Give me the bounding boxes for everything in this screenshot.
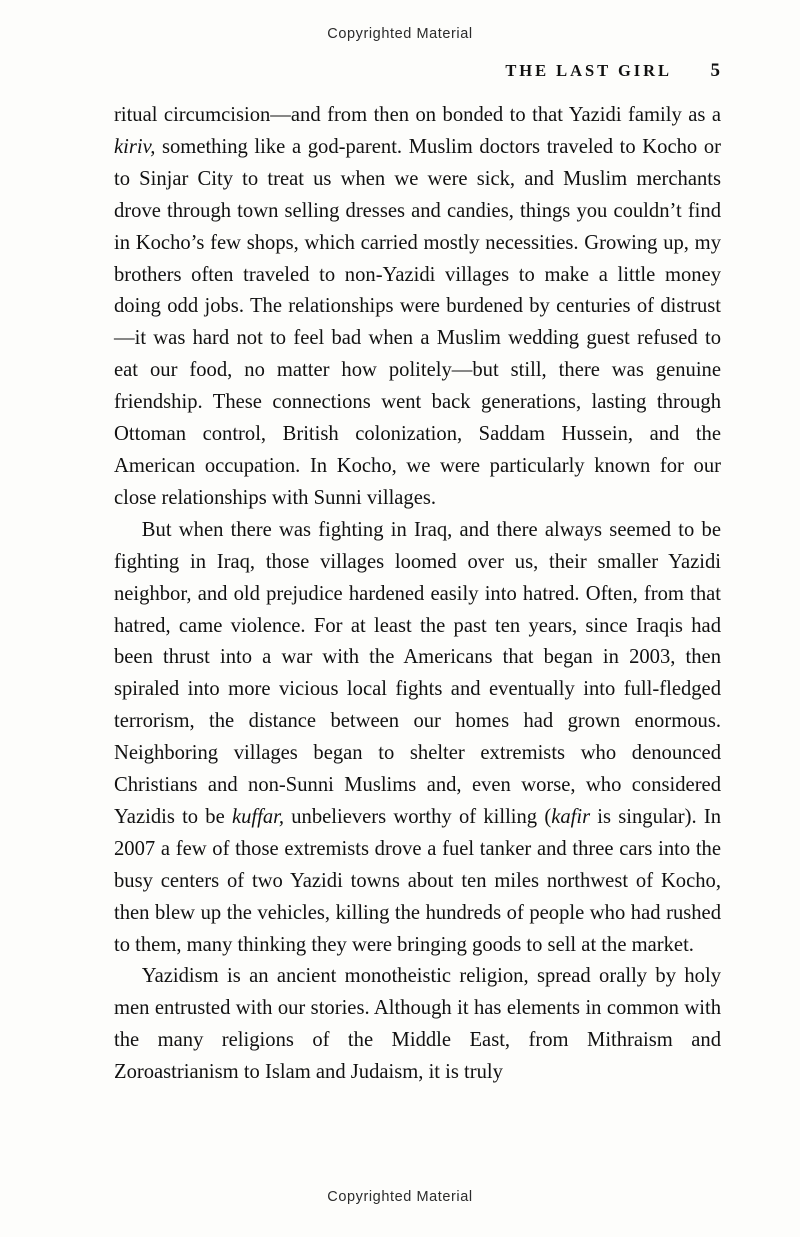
text-run: is singular). In 2007 a few of those extremists drove a fuel tanker and three cars into the busy centers of two Yazidi towns about ten miles northwest of Kocho, then blew up the vehicles, killing the hundreds of people who had rushed to them, many thinking they were bringing goods to sell at the market. xyxy=(114,805,721,956)
paragraph xyxy=(114,961,721,1089)
text-run: But when there was fighting in Iraq, and there always seemed to be fighting in Iraq, those villages loomed over us, their smaller Yazidi neighbor, and old prejudice hardened easily into hatred. Often, from that hatred, came violence. For at least the past ten years, since Iraqis had been thrust into a war with the Americans that began in 2003, then spiraled into more vicious local fights and eventually into full-fledged terrorism, the distance between our homes had grown enormous. Neighboring villages began to shelter extremists who denounced Christians and non-Sunni Muslims and, even worse, who considered Yazidis to be xyxy=(114,518,721,828)
paragraph xyxy=(114,515,721,962)
paragraph xyxy=(114,100,721,515)
page-number: 5 xyxy=(710,60,720,81)
italic-term: kiriv, xyxy=(114,135,156,158)
copyright-watermark-bottom: Copyrighted Material xyxy=(327,1189,473,1205)
italic-term: kafir xyxy=(551,805,591,828)
text-run: unbelievers worthy of killing ( xyxy=(284,805,552,828)
italic-term: kuffar, xyxy=(231,805,285,828)
body-text xyxy=(114,100,721,1089)
text-run: Yazidism is an ancient monotheistic religion, spread orally by holy men entrusted with our stories. Although it has elements in common with the many religions of the Middle East, from Mithraism and Zoroastrianism to Islam and Judaism, it is truly xyxy=(114,965,721,1084)
text-run: ritual circumcision—and from then on bonded to that Yazidi family as a xyxy=(114,104,721,126)
copyright-watermark-top: Copyrighted Material xyxy=(327,26,473,42)
book-title: THE LAST GIRL xyxy=(505,61,672,80)
running-head xyxy=(505,60,720,82)
text-run: something like a god-parent. Muslim doctors traveled to Kocho or to Sinjar City to treat us when we were sick, and Muslim merchants drove through town selling dresses and candies, things you couldn’t find in Kocho’s few shops, which carried mostly necessities. Growing up, my brothers often traveled to non-Yazidi villages to make a little money doing odd jobs. The relationships were burdened by centuries of distrust—it was hard not to feel bad when a Muslim wedding guest refused to eat our food, no matter how politely—but still, there was genuine friendship. These connections went back generations, lasting through Ottoman control, British colonization, Saddam Hussein, and the American occupation. In Kocho, we were particularly known for our close relationships with Sunni villages. xyxy=(114,135,721,509)
